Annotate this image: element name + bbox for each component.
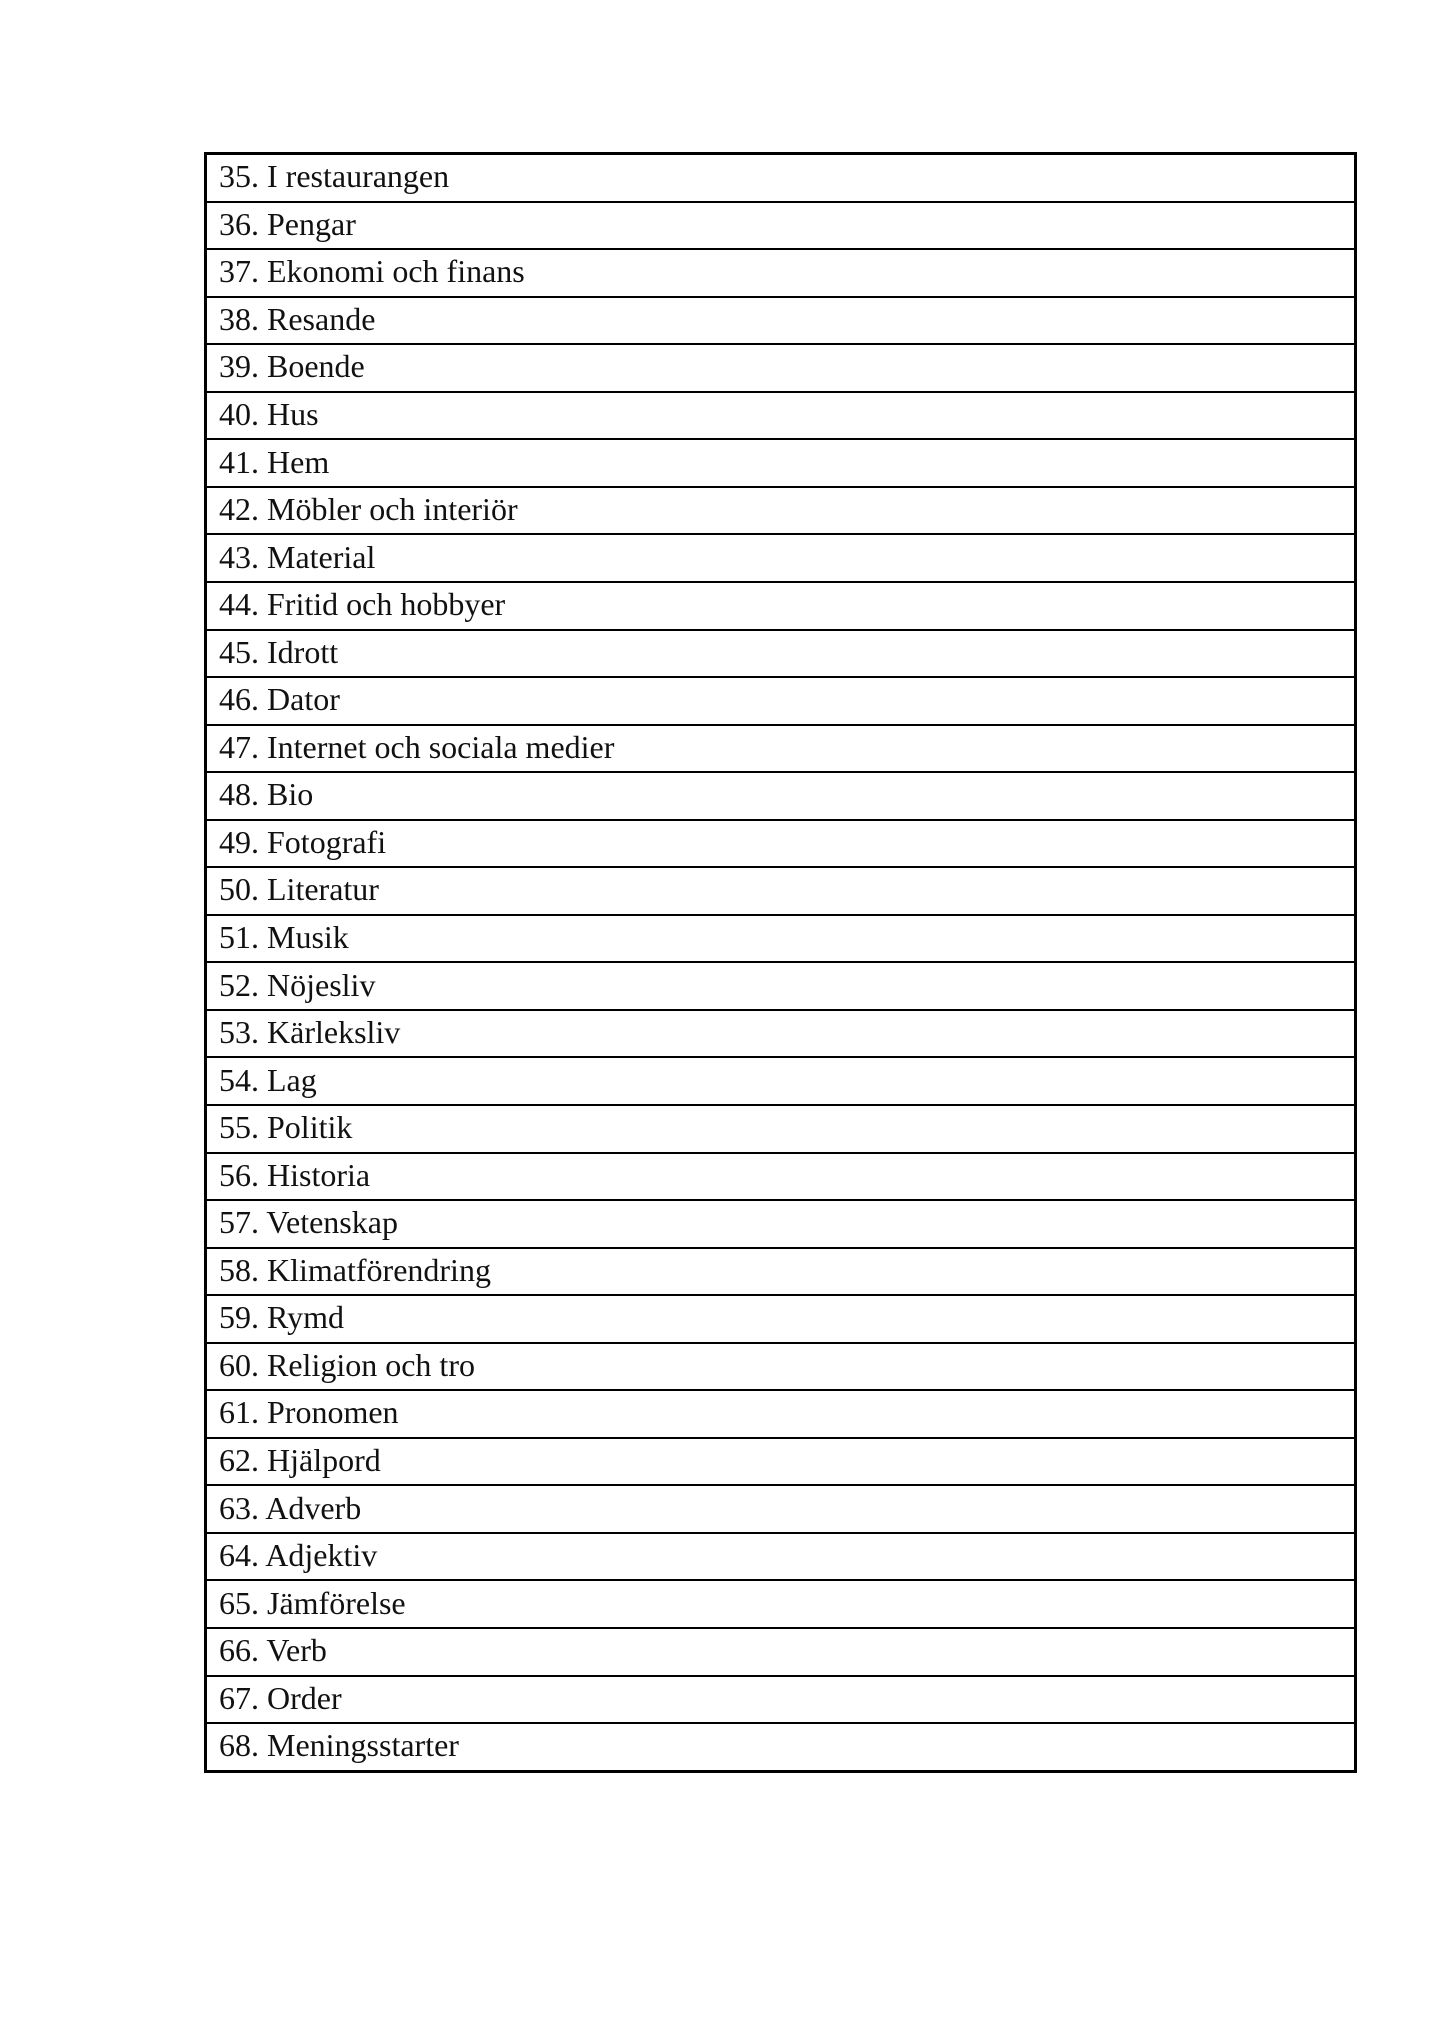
table-row: [206, 915, 1356, 963]
table-row: [206, 154, 1356, 202]
table-row: [206, 1010, 1356, 1058]
table-row: [206, 582, 1356, 630]
chapter-entry: 58. Klimatförendring: [206, 1248, 1356, 1296]
chapter-entry: 54. Lag: [206, 1057, 1356, 1105]
chapter-entry: 67. Order: [206, 1676, 1356, 1724]
chapter-entry: 60. Religion och tro: [206, 1343, 1356, 1391]
table-row: [206, 487, 1356, 535]
chapter-entry: 55. Politik: [206, 1105, 1356, 1153]
chapter-entry: 42. Möbler och interiör: [206, 487, 1356, 535]
chapter-entry: 66. Verb: [206, 1628, 1356, 1676]
table-row: [206, 1248, 1356, 1296]
chapter-entry: 49. Fotografi: [206, 820, 1356, 868]
table-row: [206, 725, 1356, 773]
chapter-entry: 64. Adjektiv: [206, 1533, 1356, 1581]
chapter-entry: 45. Idrott: [206, 630, 1356, 678]
table-row: [206, 962, 1356, 1010]
table-row: [206, 1343, 1356, 1391]
chapter-entry: 35. I restaurangen: [206, 154, 1356, 202]
chapter-entry: 37. Ekonomi och finans: [206, 249, 1356, 297]
contents-table-body: [206, 154, 1356, 1772]
contents-table: [204, 152, 1357, 1773]
chapter-entry: 38. Resande: [206, 297, 1356, 345]
chapter-entry: 46. Dator: [206, 677, 1356, 725]
chapter-entry: 59. Rymd: [206, 1295, 1356, 1343]
chapter-entry: 53. Kärleksliv: [206, 1010, 1356, 1058]
table-row: [206, 1153, 1356, 1201]
chapter-entry: 65. Jämförelse: [206, 1580, 1356, 1628]
table-row: [206, 1057, 1356, 1105]
chapter-entry: 40. Hus: [206, 392, 1356, 440]
table-row: [206, 1200, 1356, 1248]
table-row: [206, 1390, 1356, 1438]
chapter-entry: 43. Material: [206, 534, 1356, 582]
chapter-entry: 41. Hem: [206, 439, 1356, 487]
chapter-entry: 50. Literatur: [206, 867, 1356, 915]
table-row: [206, 1533, 1356, 1581]
chapter-entry: 51. Musik: [206, 915, 1356, 963]
table-row: [206, 202, 1356, 250]
table-row: [206, 772, 1356, 820]
chapter-entry: 68. Meningsstarter: [206, 1723, 1356, 1771]
table-row: [206, 392, 1356, 440]
chapter-entry: 63. Adverb: [206, 1485, 1356, 1533]
table-row: [206, 1105, 1356, 1153]
table-row: [206, 630, 1356, 678]
table-row: [206, 1438, 1356, 1486]
chapter-entry: 44. Fritid och hobbyer: [206, 582, 1356, 630]
chapter-entry: 57. Vetenskap: [206, 1200, 1356, 1248]
table-row: [206, 1628, 1356, 1676]
chapter-entry: 36. Pengar: [206, 202, 1356, 250]
chapter-entry: 62. Hjälpord: [206, 1438, 1356, 1486]
table-row: [206, 1723, 1356, 1771]
table-row: [206, 1676, 1356, 1724]
table-row: [206, 1485, 1356, 1533]
table-row: [206, 297, 1356, 345]
table-row: [206, 677, 1356, 725]
chapter-entry: 39. Boende: [206, 344, 1356, 392]
table-row: [206, 344, 1356, 392]
chapter-entry: 48. Bio: [206, 772, 1356, 820]
chapter-entry: 52. Nöjesliv: [206, 962, 1356, 1010]
table-row: [206, 1295, 1356, 1343]
table-row: [206, 439, 1356, 487]
table-row: [206, 249, 1356, 297]
table-row: [206, 867, 1356, 915]
chapter-entry: 47. Internet och sociala medier: [206, 725, 1356, 773]
table-row: [206, 820, 1356, 868]
chapter-entry: 56. Historia: [206, 1153, 1356, 1201]
chapter-entry: 61. Pronomen: [206, 1390, 1356, 1438]
table-row: [206, 1580, 1356, 1628]
table-row: [206, 534, 1356, 582]
